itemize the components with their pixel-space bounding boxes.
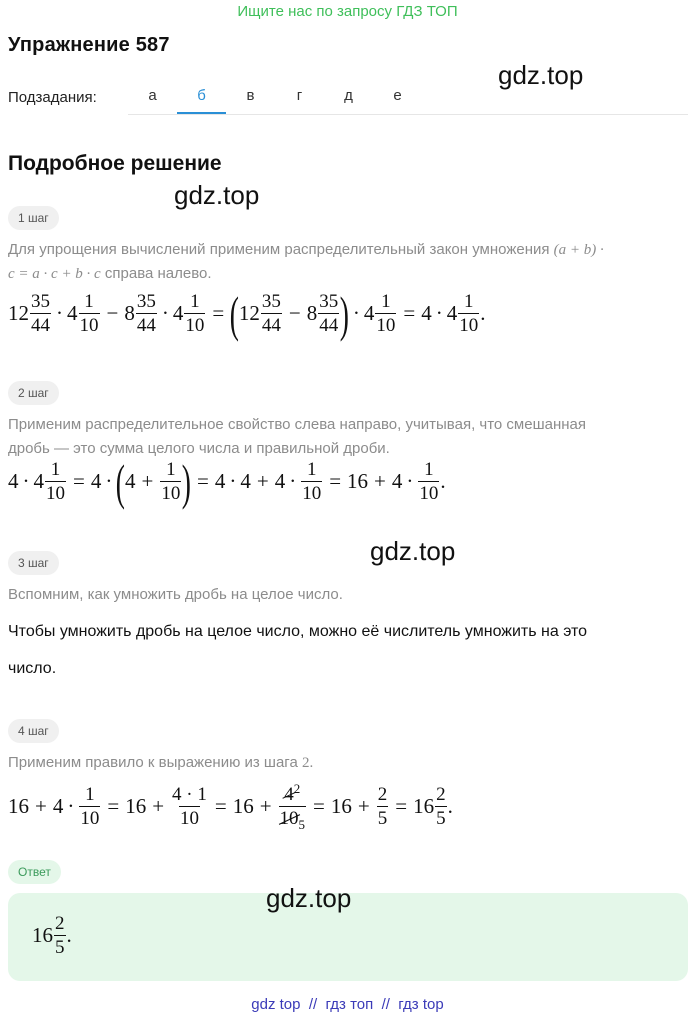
math-equals: = <box>214 794 227 819</box>
page-title: Упражнение 587 <box>8 34 170 56</box>
math-equals: = <box>395 794 408 819</box>
math-whole: 16 <box>232 794 254 819</box>
math-fraction <box>79 785 100 828</box>
step-4-ref: 2. <box>301 755 314 771</box>
math-num: 35 <box>261 291 281 312</box>
math-dot: · <box>352 301 360 325</box>
math-plus: + <box>35 794 47 819</box>
math-fraction <box>301 460 322 503</box>
math-paren-open: ( <box>229 285 240 342</box>
math-plus: + <box>374 469 386 493</box>
promo-banner[interactable]: Ищите нас по запросу ГДЗ ТОП <box>237 3 458 20</box>
math-dot: · <box>435 301 443 325</box>
math-den: 44 <box>319 315 339 336</box>
step-2-line1: Применим распределительное свойство слева направо, учитывая, что смешанная <box>8 416 586 433</box>
answer-den: 5 <box>55 937 65 958</box>
math-paren-open: ( <box>116 453 126 510</box>
math-equals: = <box>313 794 325 819</box>
math-fraction <box>418 460 439 503</box>
math-whole: 4 <box>67 301 78 325</box>
math-den: 10 <box>185 315 205 336</box>
math-den: 10 <box>80 808 100 830</box>
math-fraction <box>435 785 447 828</box>
math-paren-close: ) <box>339 285 350 342</box>
step-4-pill: 4 шаг <box>8 719 59 743</box>
section-title: Подробное решение <box>8 152 222 175</box>
step-3-text: Вспомним, как умножить дробь на целое число. <box>8 586 343 603</box>
step-3-pill: 3 шаг <box>8 551 59 575</box>
math-den: 5 <box>377 808 388 830</box>
math-dot: · <box>67 794 75 819</box>
math-whole: 8 <box>306 301 318 325</box>
step-1-text <box>8 238 692 286</box>
math-num: 1 <box>381 291 391 312</box>
math-whole: 4 <box>274 469 286 493</box>
math-equals: = <box>197 469 209 493</box>
math-equals: = <box>73 469 85 493</box>
math-den: 10 <box>302 483 322 504</box>
step-1-math: 12 $\frac{35}{44}$ · 4 $\frac{1}{10}$ − 8 $\frac{35}{44}$ · 4 $\frac{1}{10}$ = ( 12 $\frac{35}{44}$ − 8 $\frac{35}{44}$ ) · 4 $\frac{1}{10}$ = 4 · 4 $\frac{1}{10}$ . <box>8 285 486 342</box>
tab-a[interactable]: а <box>148 87 157 104</box>
math-num: 1 <box>190 291 200 312</box>
step-3-rule-line2: число. <box>8 660 57 677</box>
step-4-math: 16 + 4 · $\frac{1}{10}$ = 16 + $\frac{4 \cdot 1}{10}$ = 16 + $\frac{4^2}{10_5}$ = 16 + $\frac{2}{5}$ = 16 $\frac{2}{5}$ . <box>8 781 453 833</box>
watermark: gdz.top <box>266 883 352 913</box>
math-fraction <box>30 292 51 335</box>
step-4-text <box>8 751 313 775</box>
step-3-rule-line1: Чтобы умножить дробь на целое число, можно её числитель умножить на это <box>8 623 588 640</box>
math-whole: 12 <box>8 301 29 325</box>
math-dot: · <box>289 469 297 493</box>
math-den: 10 <box>79 315 99 336</box>
math-cancelled-den: 10 <box>279 808 299 830</box>
math-equals: = <box>212 301 225 325</box>
math-fraction <box>261 292 282 335</box>
math-whole: 4 <box>421 301 432 325</box>
math-num: 2 <box>436 784 446 806</box>
math-reduced-num: 2 <box>293 781 301 796</box>
math-whole: 16 <box>413 794 435 819</box>
math-cancel-fraction <box>279 782 307 831</box>
math-den: 10 <box>46 483 65 504</box>
math-whole: 16 <box>125 794 147 819</box>
math-whole: 4 <box>363 301 375 325</box>
watermark: gdz.top <box>174 180 260 210</box>
math-whole: 4 <box>33 469 44 493</box>
math-whole: 12 <box>238 301 260 325</box>
math-whole: 8 <box>124 301 135 325</box>
math-fraction <box>458 292 479 335</box>
tab-d[interactable]: д <box>344 87 353 104</box>
math-minus: − <box>106 301 119 325</box>
math-num: 1 <box>166 459 176 480</box>
math-den: 10 <box>419 483 439 504</box>
math-equals: = <box>403 301 416 325</box>
answer-fraction <box>54 914 66 957</box>
math-whole: 4 <box>52 794 64 819</box>
step-1-line2: справа налево. <box>104 265 212 282</box>
math-num: 1 <box>84 291 94 312</box>
math-num: 35 <box>136 291 156 312</box>
step-1-formula-a: (a + b) · <box>553 242 604 258</box>
math-dot: · <box>229 469 237 493</box>
math-equals: = <box>107 794 120 819</box>
math-fraction <box>171 785 208 828</box>
math-whole: 4 <box>8 469 19 493</box>
math-plus: + <box>357 794 370 819</box>
math-fraction <box>375 292 396 335</box>
math-den: 44 <box>261 315 281 336</box>
math-plus: + <box>256 469 269 493</box>
math-den: 10 <box>179 808 199 830</box>
math-whole: 16 <box>8 794 29 819</box>
math-fraction <box>318 292 339 335</box>
math-den: 10 <box>376 315 396 336</box>
math-fraction <box>136 292 157 335</box>
math-whole: 4 <box>90 469 102 493</box>
answer-pill: Ответ <box>8 860 61 884</box>
math-dot: · <box>105 469 113 493</box>
step-2-line2: дробь — это сумма целого числа и правильной дроби. <box>8 440 390 457</box>
math-den: 10 <box>161 483 181 504</box>
math-den: 44 <box>31 315 50 336</box>
math-cancelled-num: 4 <box>284 784 294 806</box>
tab-g[interactable]: г <box>296 87 303 104</box>
step-2-text <box>8 413 692 461</box>
math-paren-close: ) <box>182 453 192 510</box>
answer-period: . <box>66 923 72 947</box>
step-4-line1: Применим правило к выражению из шага <box>8 754 298 771</box>
math-den: 44 <box>136 315 156 336</box>
math-plus: + <box>259 794 272 819</box>
math-dot: · <box>161 301 169 325</box>
tab-v[interactable]: в <box>246 87 255 104</box>
footer-links[interactable]: gdz top // гдз топ // гдз top <box>251 996 444 1013</box>
math-num: 1 <box>424 459 434 480</box>
math-whole: 16 <box>330 794 352 819</box>
math-den: 10 <box>459 315 479 336</box>
tab-e[interactable]: е <box>393 87 402 104</box>
math-fraction <box>45 460 66 503</box>
math-whole: 16 <box>347 469 369 493</box>
math-fraction <box>184 292 205 335</box>
math-num: 2 <box>377 784 388 806</box>
math-num: 1 <box>85 784 95 806</box>
math-den: 5 <box>436 808 446 830</box>
answer-num: 2 <box>55 913 65 934</box>
math-fraction <box>160 460 181 503</box>
math-plus: + <box>141 469 154 493</box>
step-1-line1: Для упрощения вычислений применим распределительный закон умножения <box>8 241 550 258</box>
math-whole: 4 <box>172 301 184 325</box>
math-whole: 4 <box>240 469 251 493</box>
math-dot: · <box>56 301 63 325</box>
math-minus: − <box>288 301 301 325</box>
step-3-rule <box>8 613 692 687</box>
step-2-math: 4 · 4 $\frac{1}{10}$ = 4 · ( 4 + $\frac{1}{10}$ ) = 4 · 4 + 4 · $\frac{1}{10}$ = 16 + 4 · $\frac{1}{10}$ . <box>8 453 446 510</box>
math-whole: 4 <box>125 469 136 493</box>
math-fraction <box>377 785 389 828</box>
math-equals: = <box>329 469 342 493</box>
answer-value <box>32 914 72 957</box>
math-num: 4 · 1 <box>172 784 207 806</box>
answer-whole: 16 <box>32 923 53 947</box>
watermark: gdz.top <box>370 536 456 566</box>
math-whole: 4 <box>214 469 226 493</box>
math-dot: · <box>406 469 414 493</box>
math-num: 1 <box>306 459 317 480</box>
math-fraction <box>79 292 100 335</box>
math-num: 35 <box>319 291 339 312</box>
math-num: 35 <box>31 291 50 312</box>
math-reduced-den: 5 <box>298 817 306 833</box>
math-whole: 4 <box>391 469 403 493</box>
watermark: gdz.top <box>498 60 584 90</box>
subtasks-label: Подзадания: <box>8 89 97 106</box>
step-1-pill: 1 шаг <box>8 206 59 230</box>
step-1-formula-b: c = a · c + b · c <box>8 266 101 282</box>
math-num: 1 <box>463 291 474 312</box>
math-plus: + <box>152 794 165 819</box>
step-2-pill: 2 шаг <box>8 381 59 405</box>
tab-b-active[interactable]: б <box>177 84 226 114</box>
math-num: 1 <box>50 459 61 480</box>
math-dot: · <box>22 469 30 493</box>
subtask-tabs <box>128 84 422 114</box>
math-whole: 4 <box>446 301 458 325</box>
tabs-divider <box>128 114 688 115</box>
